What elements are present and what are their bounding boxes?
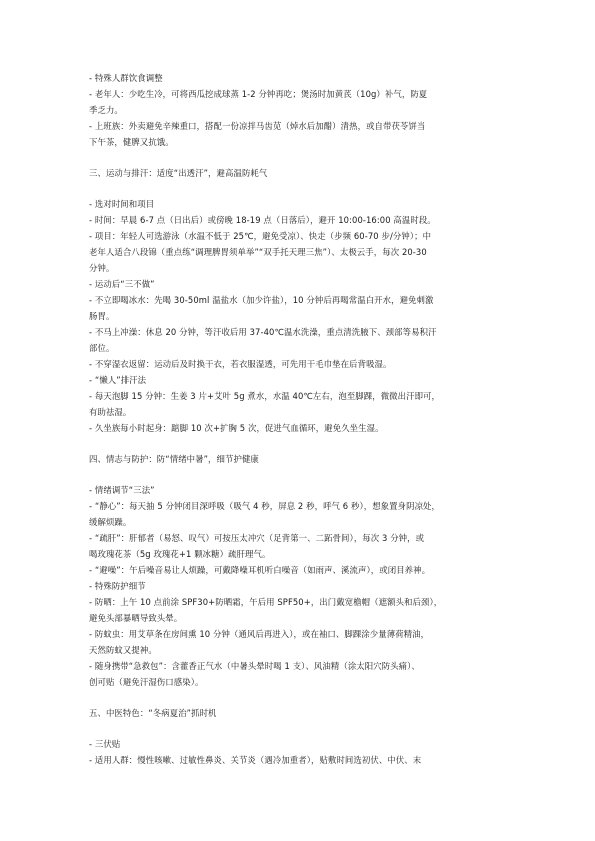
- text-line: - 上班族：外卖避免辛辣重口，搭配一份凉拌马齿苋（焯水后加醋）清热，或自带茯苓饼当: [89, 121, 426, 131]
- text-line: - “疏肝”：肝郁者（易怒、叹气）可按压太冲穴（足背第一、二跖骨间），每次 3 分钟，或: [89, 533, 425, 543]
- paragraph-gap: [89, 467, 509, 482]
- text-line: 天然防蚊又提神。: [89, 645, 157, 655]
- text-line: - 特殊人群饮食调整: [89, 73, 163, 83]
- text-line: 喝玫瑰花茶（5g 玫瑰花+1 颗冰糖）疏肝理气。: [89, 549, 271, 559]
- paragraph-gap: [89, 436, 509, 451]
- text-line: - 运动后“三不做”: [89, 279, 155, 289]
- text-line: - 不穿湿衣返留：运动后及时换干衣，若衣服湿透，可先用干毛巾垫在后背吸湿。: [89, 359, 392, 369]
- text-line: 下午茶，健脾又抗饿。: [89, 137, 174, 147]
- text-line: - 特殊防护细节: [89, 581, 146, 591]
- text-line: - 时间：早晨 6-7 点（日出后）或傍晚 18-19 点（日落后），避开 10:00-16:00 高温时段。: [89, 215, 436, 225]
- text-line: - 久坐族每小时起身：踮脚 10 次+扩胸 5 次，促进气血循环，避免久坐生湿。: [89, 423, 384, 433]
- text-line: 部位。: [89, 343, 115, 353]
- paragraph-gap: [89, 690, 509, 705]
- paragraph-gap: [89, 721, 509, 736]
- paragraph-gap: [89, 181, 509, 196]
- document-body: [89, 70, 509, 768]
- section-heading: 三、运动与排汗：适度“出透汗”，避高温防耗气: [89, 168, 268, 178]
- text-line: 缓解烦躁。: [89, 517, 132, 527]
- text-line: - 不马上冲澡：休息 20 分钟，等汗收后用 37-40℃温水洗澡，重点清洗腋下、颈部等易积汗: [89, 327, 437, 337]
- text-line: - 随身携带“急救包”：含藿香正气水（中暑头晕时喝 1 支）、风油精（涂太阳穴防头痛）、: [89, 661, 420, 671]
- text-line: - 选对时间和项目: [89, 199, 155, 209]
- text-line: - “静心”：每天抽 5 分钟闭目深呼吸（吸气 4 秒，屏息 2 秒，呼气 6 秒），想象置身阴凉处，: [89, 501, 440, 511]
- text-line: - 情绪调节“三法”: [89, 485, 155, 495]
- text-line: 老年人适合八段锦（重点练“调理脾胃须单举”“双手托天理三焦”）、太极云手，每次 20-30: [89, 247, 427, 257]
- text-line: 创可贴（避免汗湿伤口感染）。: [89, 677, 204, 687]
- text-line: - 每天泡脚 15 分钟：生姜 3 片+艾叶 5g 煮水，水温 40℃左右，泡至脚踝，微微出汗即可，: [89, 391, 441, 401]
- text-line: - 防蚊虫：用艾草条在房间熏 10 分钟（通风后再进入），或在袖口、脚踝涂少量薄荷精油，: [89, 629, 430, 639]
- paragraph-gap: [89, 150, 509, 165]
- text-line: 有助祛湿。: [89, 407, 132, 417]
- text-line: - 适用人群：慢性咳嗽、过敏性鼻炎、关节炎（遇冷加重者），贴敷时间选初伏、中伏、末: [89, 755, 422, 765]
- text-line: - “避噪”：午后噪音易让人烦躁，可戴降噪耳机听白噪音（如雨声、溪流声），或闭目养神。: [89, 565, 431, 575]
- text-line: 肠胃。: [89, 311, 115, 321]
- text-line: - 三伏贴: [89, 739, 121, 749]
- text-line: - 老年人：少吃生冷，可将西瓜挖成球蒸 1-2 分钟再吃；煲汤时加黄芪（10g）补气，防夏: [89, 89, 428, 99]
- text-line: 季乏力。: [89, 105, 123, 115]
- text-line: 避免头部暴晒导致头晕。: [89, 613, 183, 623]
- text-line: - 项目：年轻人可选游泳（水温不低于 25℃，避免受凉）、快走（步频 60-70 步/分钟）；中: [89, 231, 432, 241]
- text-line: 分钟。: [89, 263, 115, 273]
- text-line: - 不立即喝冰水：先喝 30-50ml 温盐水（加少许盐），10 分钟后再喝常温白开水，避免刺激: [89, 295, 434, 305]
- section-heading: 四、情志与防护：防“情绪中暑”，细节护健康: [89, 454, 259, 464]
- text-line: - “懒人”排汗法: [89, 375, 147, 385]
- section-heading: 五、中医特色：“冬病夏治”抓时机: [89, 708, 217, 718]
- text-line: - 防晒：上午 10 点前涂 SPF30+防晒霜，午后用 SPF50+，出门戴宽檐帽（遮额头和后颈），: [89, 597, 443, 607]
